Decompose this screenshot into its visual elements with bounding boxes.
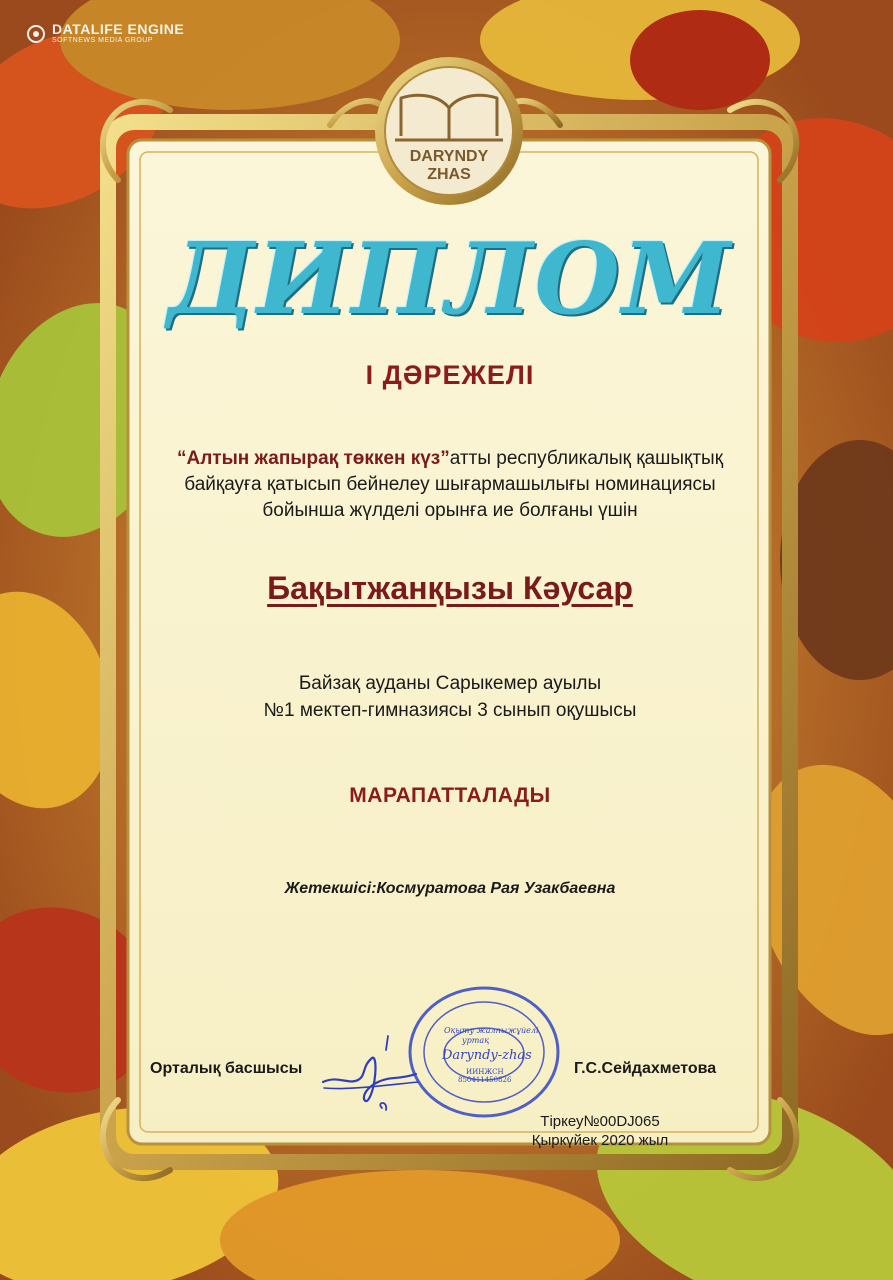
issue-date: Қыркүйек 2020 жыл [531, 1132, 669, 1149]
registration-number: Тіркеу№00DJ065 [540, 1113, 660, 1130]
stamp-bottom-line-2: 850411450826 [458, 1076, 512, 1084]
datalife-logo-icon [26, 24, 46, 44]
contest-name: “Алтын жапырақ төккен күз” [176, 448, 450, 469]
diploma-degree: I ДӘРЕЖЕЛІ [365, 360, 535, 390]
school-line-1: Байзақ ауданы Сарыкемер ауылы [298, 673, 602, 694]
logo-line-2: ZHAS [427, 166, 471, 183]
diploma-body-text [140, 446, 760, 524]
supervisor: Жетекшісі:Космуратова Рая Узакбаевна [284, 880, 616, 897]
watermark-subtitle: SOFTNEWS MEDIA GROUP [52, 37, 154, 44]
award-text: МАРАПАТТАЛАДЫ [349, 784, 551, 807]
body-line-1-rest: атты республикалық қашықтық [449, 448, 724, 469]
school-line-2: №1 мектеп-гимназиясы 3 сынып оқушысы [263, 700, 637, 721]
stamp-center-text: Daryndy-zhas [442, 1048, 532, 1063]
body-line-1 [140, 446, 760, 472]
registration-block [520, 1112, 680, 1150]
recipient-name: Бақытжанқызы Кәусар [267, 570, 633, 606]
diploma-title: ДИПЛОМ [167, 222, 733, 337]
watermark [26, 22, 184, 45]
school-info [200, 670, 700, 724]
body-line-3: бойынша жүлделі орынға ие болғаны үшін [262, 500, 638, 521]
body-line-2: байқауға қатысып бейнелеу шығармашылығы номинациясы [184, 474, 716, 495]
stamp-top-line: Оқыту жалпыжұйелі [444, 1026, 539, 1035]
handwritten-signature [318, 1030, 428, 1120]
signatory-role: Орталық басшысы [150, 1060, 303, 1077]
signatory-name: Г.С.Сейдахметова [574, 1060, 717, 1077]
logo-line-1: DARYNDY [409, 148, 489, 165]
stamp-bottom-line-1: ИИНЖСН [466, 1068, 504, 1076]
stamp-top-line-2: уртақ [462, 1036, 489, 1045]
watermark-title: DATALIFE ENGINE [52, 21, 185, 37]
